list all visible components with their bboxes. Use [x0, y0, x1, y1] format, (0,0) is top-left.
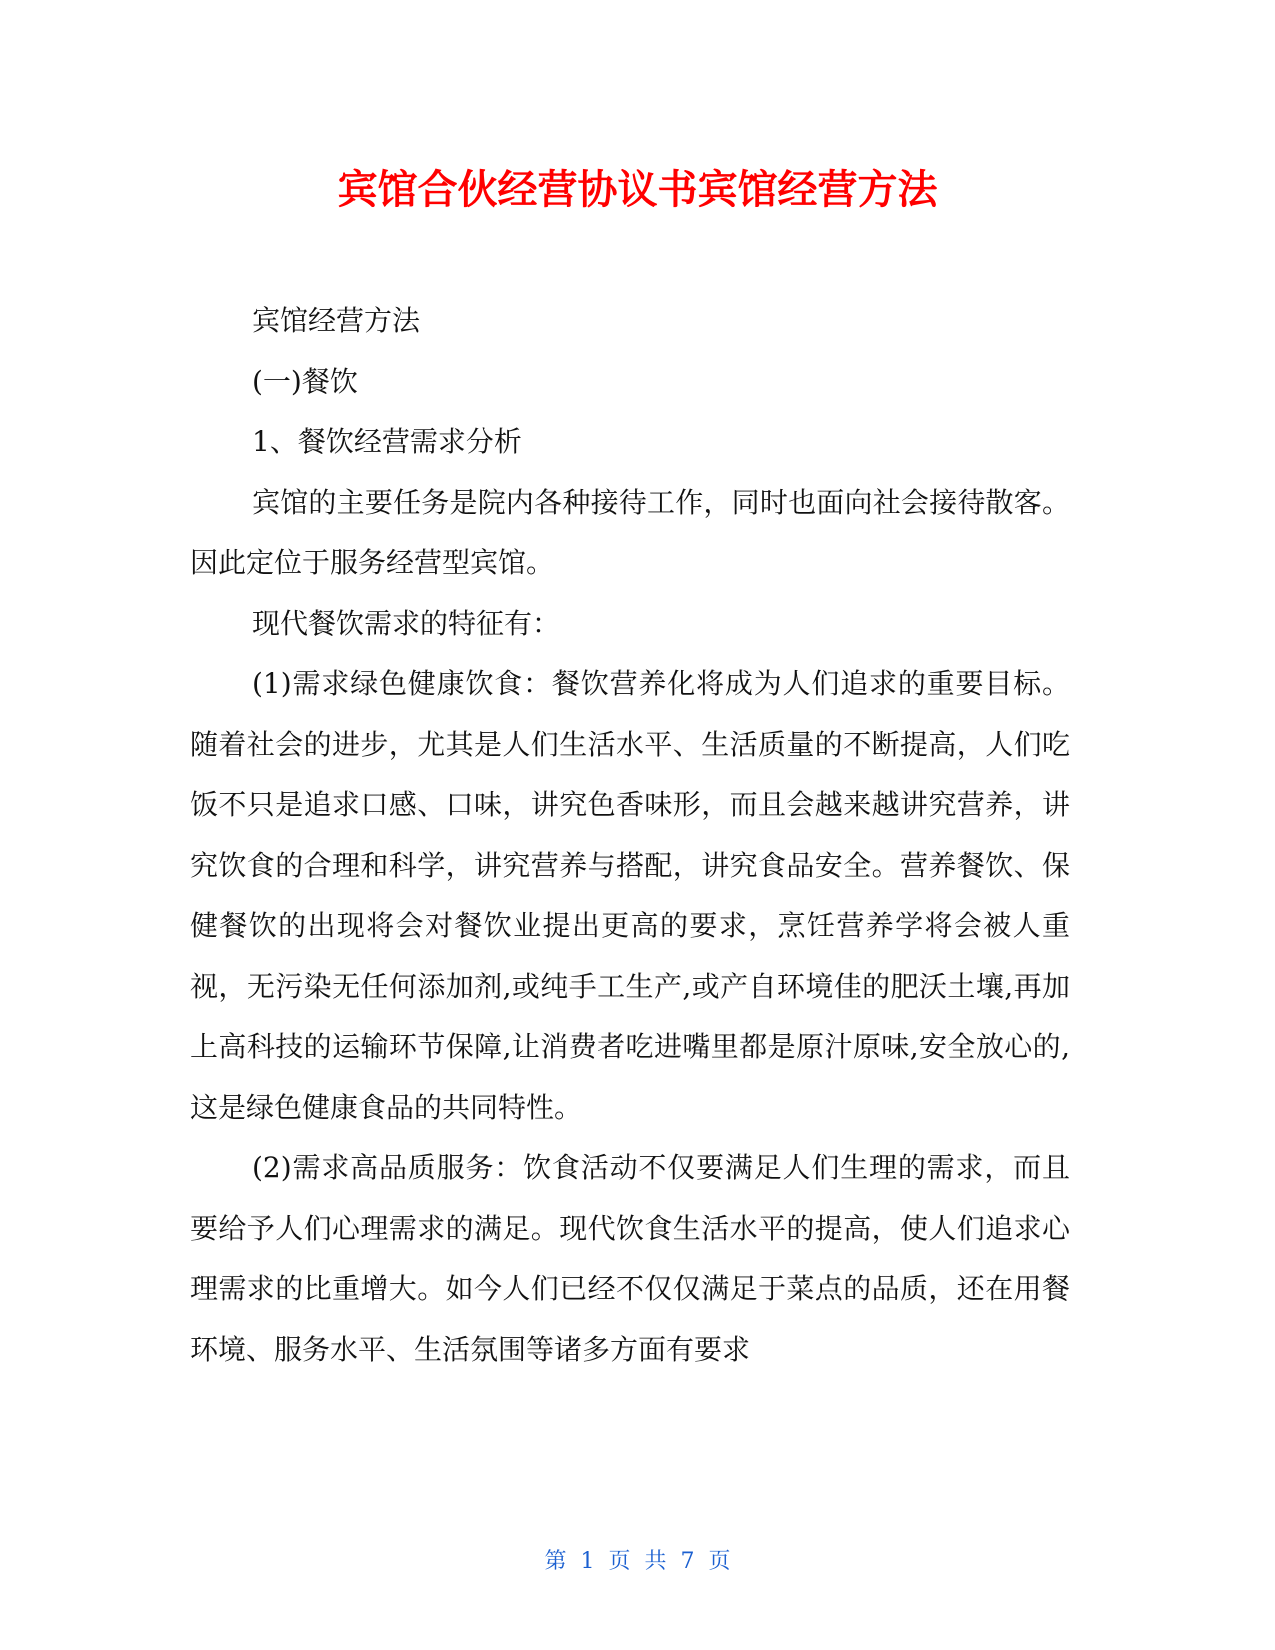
- body-paragraph: (1)需求绿色健康饮食：餐饮营养化将成为人们追求的重要目标。随着社会的进步，尤其是人们生活水平、生活质量的不断提高，人们吃饭不只是追求口感、口味，讲究色香味形，而且会越来越讲究营养，讲究饮食的合理和科学，讲究营养与搭配，讲究食品安全。营养餐饮、保健餐饮的出现将会对餐饮业提出更高的要求，烹饪营养学将会被人重视，无污染无任何添加剂,或纯手工生产,或产自环境佳的肥沃土壤,再加上高科技的运输环节保障,让消费者吃进嘴里都是原汁原味,安全放心的,这是绿色健康食品的共同特性。: [190, 667, 1070, 1124]
- item-heading: 1、餐饮经营需求分析: [252, 425, 522, 458]
- footer-total-unit: 页: [708, 1549, 731, 1574]
- body-paragraph: 现代餐饮需求的特征有：: [252, 606, 561, 640]
- body-paragraph: (2)需求高品质服务：饮食活动不仅要满足人们生理的需求，而且要给予人们心理需求的满足。现代饮食生活水平的提高，使人们追求心理需求的比重增大。如今人们已经不仅仅满足于菜点的品质，还在用餐环境、服务水平、生活氛围等诸多方面有要求: [190, 1151, 1070, 1366]
- subsection-heading: (一)餐饮: [252, 364, 358, 398]
- footer-page-label: 第: [544, 1549, 567, 1574]
- document-title: 宾馆合伙经营协议书宾馆经营方法: [337, 167, 938, 213]
- footer-total-pages: 7: [680, 1549, 695, 1574]
- body-paragraph: 宾馆的主要任务是院内各种接待工作，同时也面向社会接待散客。因此定位于服务经营型宾馆。: [190, 485, 1070, 579]
- footer-page-unit: 页: [608, 1549, 631, 1574]
- footer-current-page: 1: [580, 1549, 595, 1574]
- section-heading: 宾馆经营方法: [252, 304, 421, 337]
- page-footer: [0, 1546, 1275, 1578]
- document-body: [190, 291, 1070, 1380]
- footer-total-label: 共: [644, 1549, 667, 1574]
